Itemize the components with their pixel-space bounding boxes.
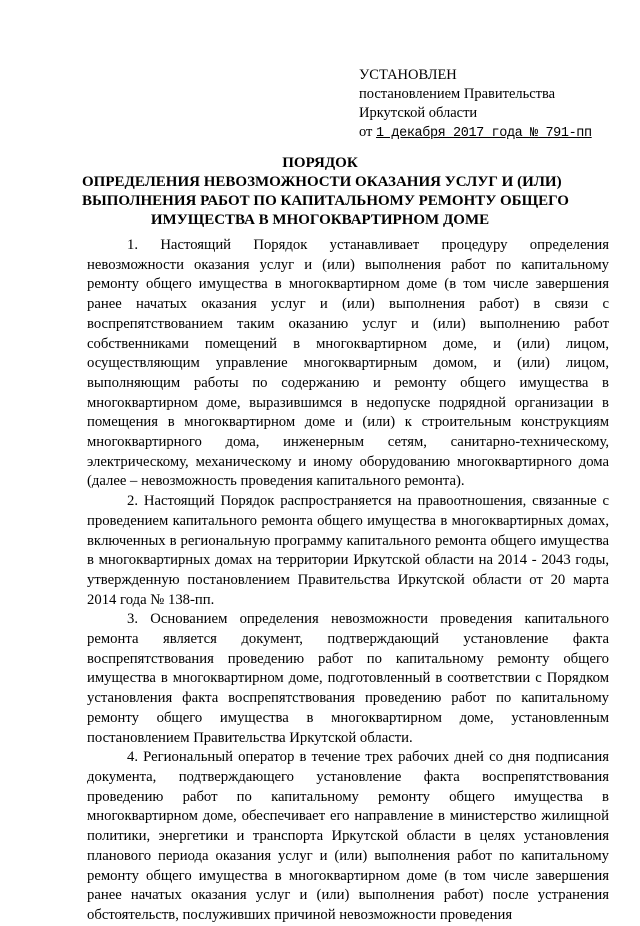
approval-authority: постановлением Правительства [359, 86, 556, 102]
paragraph-3: 3. Основанием определения невозможности проведения капитального ремонта является документ, подтверждающий установление факта воспрепятствования проведению работ по капитальному ремонту общего имущества в многоквартирном доме, подготовленный в соответствии с Порядком установления факта воспрепятствования проведению работ по капитальному ремонту общего имущества в многоквартирном доме, установленным постановлением Правительства Иркутской области. [87, 611, 609, 746]
title-line: ПОРЯДОК [282, 155, 358, 171]
title-line: ВЫПОЛНЕНИЯ РАБОТ ПО КАПИТАЛЬНОМУ РЕМОНТУ ОБЩЕГО [82, 193, 569, 209]
paragraph-4: 4. Региональный оператор в течение трех рабочих дней со дня подписания документа, подтверждающего установление факта воспрепятствования проведению работ по капитальному ремонту общего имущества в многоквартирном доме, обеспечивает его направление в министерство жилищной политики, энергетики и транспорта Иркутской области в целях установления планового периода оказания услуг и (или) выполнения работ по капитальному ремонту общего имущества в многоквартирном доме (в том числе завершения ранее начатых оказания услуг и (или) выполнения работ) после устранения обстоятельств, послуживших причиной невозможности проведения [87, 749, 609, 923]
approval-stamp [359, 66, 619, 143]
approval-heading: УСТАНОВЛЕН [359, 67, 457, 83]
document-title [82, 154, 569, 230]
paragraph-2: 2. Настоящий Порядок распространяется на правоотношения, связанные с проведением капитального ремонта общего имущества в многоквартирных домах, включенных в региональную программу капитального ремонта общего имущества в многоквартирных домах на территории Иркутской области на 2014 - 2043 годы, утвержденную постановлением Правительства Иркутской области от 20 марта 2014 года № 138-пп. [87, 493, 609, 608]
title-line: ИМУЩЕСТВА В МНОГОКВАРТИРНОМ ДОМЕ [150, 212, 490, 228]
approval-date-line [359, 123, 619, 143]
approval-date-prefix: от [359, 124, 373, 140]
title-line: ОПРЕДЕЛЕНИЯ НЕВОЗМОЖНОСТИ ОКАЗАНИЯ УСЛУГ И (ИЛИ) [82, 174, 562, 190]
approval-date-value: 1 декабря 2017 года № 791-пп [376, 126, 592, 141]
approval-region: Иркутской области [359, 105, 478, 121]
paragraph-1: 1. Настоящий Порядок устанавливает процедуру определения невозможности оказания услуг и (или) выполнения работ по капитальному ремонту общего имущества в многоквартирном доме (в том числе завершения ранее начатых оказания услуг и (или) выполнения работ) в связи с воспрепятствованием таким оказанию услуг и (или) выполнению работ собственниками помещений в многоквартирном доме, и (или) лицом, осуществляющим управление многоквартирным домом, и (или) лицом, выполняющим работы по содержанию и ремонту общего имущества в многоквартирном доме, выразившимся в недопуске подрядной организации в помещения в многоквартирном доме и (или) к строительным конструкциям многоквартирного дома, инженерным сетям, санитарно-техническому, электрическому, механическому и иному оборудованию многоквартирного дома (далее – невозможность проведения капитального ремонта). [87, 237, 609, 490]
document-body [87, 236, 609, 926]
